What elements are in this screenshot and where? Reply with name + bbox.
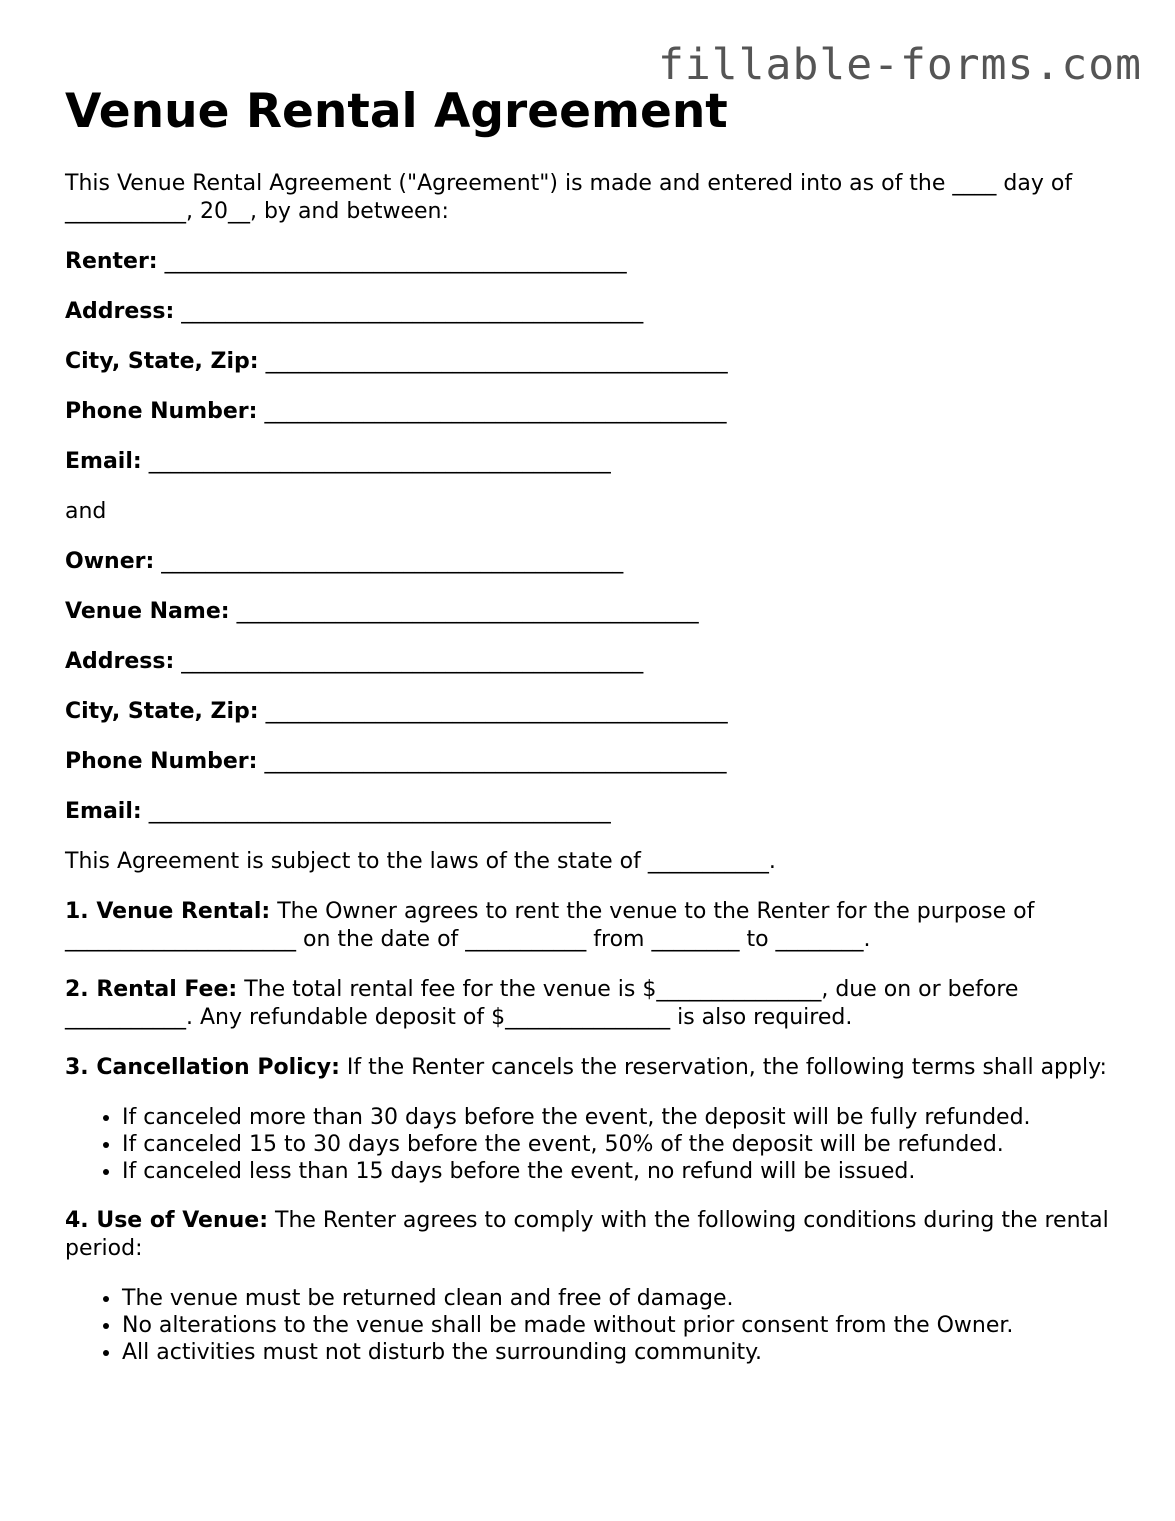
owner-address-field bbox=[65, 648, 1110, 676]
renter-phone-field bbox=[65, 398, 1110, 426]
section-text: If the Renter cancels the reservation, the following terms shall apply: bbox=[346, 1055, 1107, 1080]
blank-line[interactable]: __________________________________________ bbox=[264, 749, 727, 774]
field-label: Email: bbox=[65, 449, 142, 474]
blank-line[interactable]: __________________________________________ bbox=[161, 549, 624, 574]
owner-city-state-zip-field bbox=[65, 698, 1110, 726]
list-item: • No alterations to the venue shall be made without prior consent from the Owner. bbox=[122, 1312, 1110, 1339]
section-text: The total rental fee for the venue is $_______________, due on or before ___________. Any refundable deposit of $_______________ is also required. bbox=[65, 977, 1019, 1030]
section-heading: 4. Use of Venue: bbox=[65, 1208, 268, 1233]
section-heading: 3. Cancellation Policy: bbox=[65, 1055, 340, 1080]
section-text: The Renter agrees to comply with the following conditions during the rental period: bbox=[65, 1208, 1109, 1261]
owner-email-field bbox=[65, 798, 1110, 826]
blank-line[interactable]: __________________________________________ bbox=[264, 399, 727, 424]
field-label: City, State, Zip: bbox=[65, 699, 259, 724]
list-item: • If canceled less than 15 days before the event, no refund will be issued. bbox=[122, 1158, 1110, 1185]
use-conditions-list bbox=[65, 1285, 1110, 1366]
field-label: Phone Number: bbox=[65, 399, 258, 424]
blank-line[interactable]: __________________________________________ bbox=[236, 599, 699, 624]
field-label: Address: bbox=[65, 299, 175, 324]
field-label: Address: bbox=[65, 649, 175, 674]
intro-paragraph: This Venue Rental Agreement ("Agreement") is made and entered into as of the ____ day of ___________, 20__, by and between: bbox=[65, 171, 1073, 224]
blank-line[interactable]: __________________________________________ bbox=[181, 299, 644, 324]
document-title: Venue Rental Agreement bbox=[65, 84, 728, 139]
list-item: • The venue must be returned clean and free of damage. bbox=[122, 1285, 1110, 1312]
field-label: Owner: bbox=[65, 549, 155, 574]
list-item: • If canceled 15 to 30 days before the event, 50% of the deposit will be refunded. bbox=[122, 1131, 1110, 1158]
blank-line[interactable]: __________________________________________ bbox=[148, 799, 611, 824]
section-heading: 2. Rental Fee: bbox=[65, 977, 238, 1002]
renter-name-field bbox=[65, 248, 1110, 276]
list-item: • If canceled more than 30 days before the event, the deposit will be fully refunded. bbox=[122, 1104, 1110, 1131]
section-cancellation-policy bbox=[65, 1054, 1110, 1082]
blank-line[interactable]: __________________________________________ bbox=[164, 249, 627, 274]
section-use-of-venue bbox=[65, 1207, 1110, 1263]
renter-address-field bbox=[65, 298, 1110, 326]
blank-line[interactable]: __________________________________________ bbox=[148, 449, 611, 474]
section-rental-fee bbox=[65, 976, 1110, 1032]
renter-email-field bbox=[65, 448, 1110, 476]
renter-city-state-zip-field bbox=[65, 348, 1110, 376]
section-heading: 1. Venue Rental: bbox=[65, 899, 271, 924]
section-venue-rental bbox=[65, 898, 1110, 954]
blank-line[interactable]: __________________________________________ bbox=[265, 349, 728, 374]
owner-name-field bbox=[65, 548, 1110, 576]
list-item: • All activities must not disturb the surrounding community. bbox=[122, 1339, 1110, 1366]
section-text: The Owner agrees to rent the venue to the Renter for the purpose of _____________________ on the date of ___________ from ________ to ________. bbox=[65, 899, 1035, 952]
field-label: Renter: bbox=[65, 249, 158, 274]
cancellation-list bbox=[65, 1104, 1110, 1185]
field-label: Email: bbox=[65, 799, 142, 824]
and-text: and bbox=[65, 499, 107, 524]
document-page bbox=[65, 84, 1110, 1366]
field-label: Phone Number: bbox=[65, 749, 258, 774]
governing-law-paragraph: This Agreement is subject to the laws of the state of ___________. bbox=[65, 849, 776, 874]
owner-phone-field bbox=[65, 748, 1110, 776]
field-label: Venue Name: bbox=[65, 599, 230, 624]
watermark: fillable-forms.com bbox=[658, 40, 1142, 90]
blank-line[interactable]: __________________________________________ bbox=[181, 649, 644, 674]
blank-line[interactable]: __________________________________________ bbox=[265, 699, 728, 724]
field-label: City, State, Zip: bbox=[65, 349, 259, 374]
venue-name-field bbox=[65, 598, 1110, 626]
